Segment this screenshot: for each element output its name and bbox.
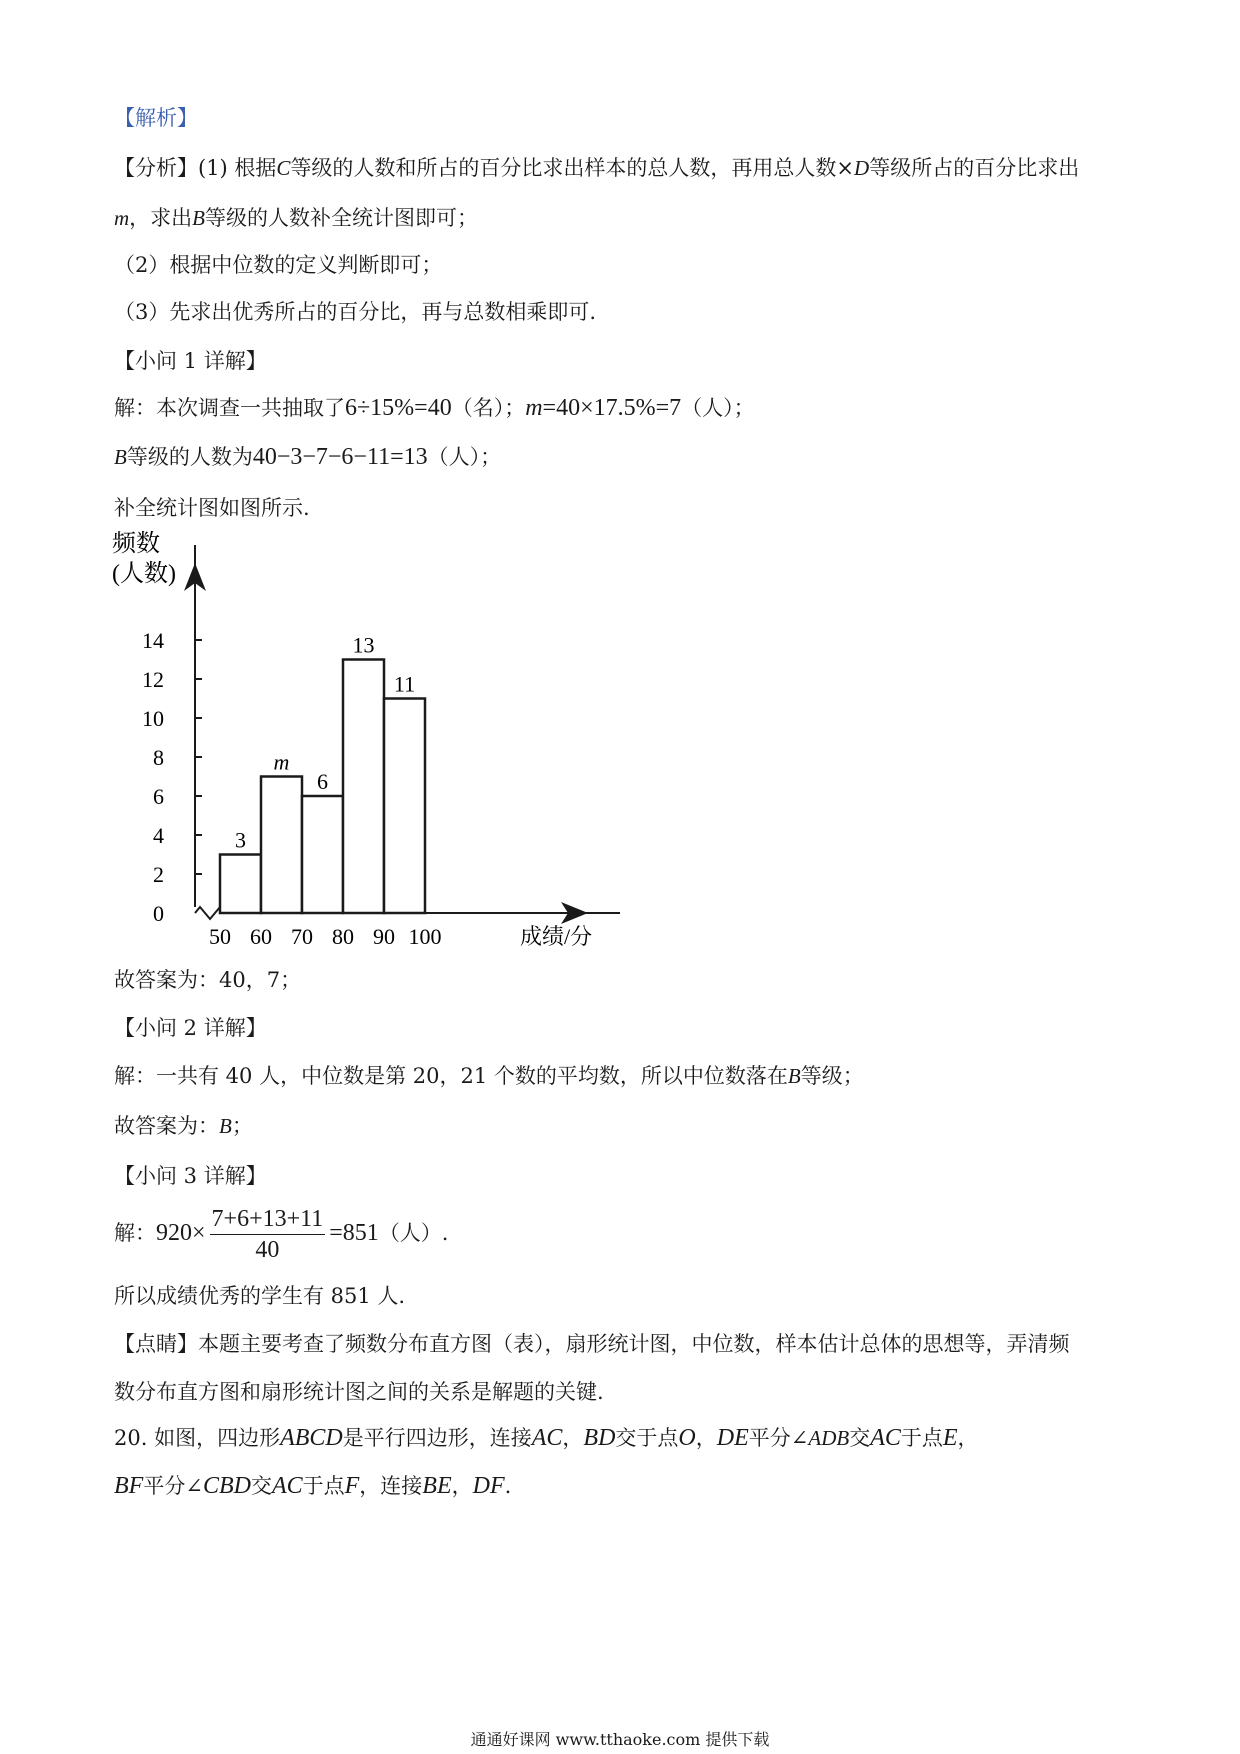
- var: DF: [472, 1473, 505, 1499]
- text: ；: [231, 1114, 253, 1138]
- bar-data-label: 3: [235, 827, 246, 853]
- bar-data-label: 11: [393, 671, 416, 697]
- y-ticks: [142, 628, 202, 926]
- x-tick-label: 90: [373, 924, 395, 949]
- histogram-bar: [220, 855, 261, 914]
- text: 等级的人数为: [126, 445, 253, 469]
- text: 于点: [302, 1474, 345, 1498]
- text: 交: [250, 1474, 272, 1498]
- var: AC: [531, 1425, 563, 1451]
- var: B: [787, 1064, 801, 1088]
- histogram-bar: [261, 777, 302, 914]
- text: （名）；: [451, 396, 526, 420]
- y-axis: [184, 545, 206, 907]
- x-tick-label: 100: [408, 924, 442, 949]
- fenxi-tag: 【分析】: [114, 156, 198, 180]
- q3-heading: 【小问 3 详解】: [114, 1164, 267, 1188]
- y-tick-label: 12: [142, 667, 164, 692]
- text: 等级的人数和所占的百分比求出样本的总人数，再用总人数×: [290, 156, 855, 180]
- var: O: [678, 1425, 696, 1451]
- dianjing-line-1: [114, 1330, 1070, 1358]
- var: m: [525, 395, 543, 421]
- bar-data-label: 6: [317, 769, 328, 794]
- q20-line-1: [114, 1424, 979, 1452]
- text: 等级；: [800, 1064, 864, 1088]
- text: 交: [849, 1426, 871, 1450]
- var: B: [192, 206, 205, 230]
- fenxi-line-2: [114, 204, 478, 232]
- fenxi-line-1: [114, 154, 1079, 182]
- text: ，: [695, 1426, 717, 1450]
- var: CBD: [202, 1473, 251, 1499]
- expr: 40−3−7−6−11=13: [252, 444, 428, 470]
- q3-line-2: 所以成绩优秀的学生有 851 人.: [114, 1284, 406, 1308]
- q1-line-3: 补全统计图如图所示.: [114, 496, 310, 520]
- text: ，: [957, 1426, 979, 1450]
- y-tick-label: 6: [153, 784, 164, 809]
- q1-line-1: [114, 394, 755, 422]
- y-tick-label: 14: [142, 628, 164, 653]
- text: （人）；: [681, 396, 755, 420]
- q20-line-2: [114, 1472, 511, 1500]
- var: AC: [870, 1425, 901, 1451]
- text: 解：一共有 40 人，中位数是第 20，21 个数的平均数，所以中位数落在: [114, 1064, 788, 1088]
- bars: [220, 633, 425, 914]
- q2-heading: 【小问 2 详解】: [114, 1016, 267, 1040]
- analysis-tag: 【解析】: [114, 106, 198, 130]
- q3-line-1: [114, 1198, 449, 1268]
- text: 平分∠: [143, 1474, 203, 1498]
- text: 等级的人数补全统计图即可；: [205, 206, 478, 230]
- text: ，连接: [359, 1474, 423, 1498]
- var: D: [854, 156, 870, 180]
- text: ，求出: [129, 206, 193, 230]
- expr: =851: [329, 1220, 379, 1246]
- var: F: [344, 1473, 360, 1499]
- var: E: [942, 1425, 958, 1451]
- expr: 920×: [156, 1220, 206, 1246]
- var: BD: [583, 1425, 616, 1451]
- fraction-denominator: 40: [255, 1237, 280, 1263]
- dianjing-line-2: 数分布直方图和扇形统计图之间的关系是解题的关键.: [114, 1380, 604, 1404]
- x-tick-label: 70: [291, 924, 313, 949]
- x-ticks: [209, 924, 442, 949]
- text: （人）；: [427, 445, 502, 469]
- var: BE: [422, 1473, 452, 1499]
- histogram-bar: [384, 699, 425, 914]
- bar-data-label: m: [273, 749, 290, 775]
- text: 交于点: [615, 1426, 679, 1450]
- var: ADB: [808, 1426, 850, 1450]
- fenxi-line-4: （3）先求出优秀所占的百分比，再与总数相乘即可.: [114, 300, 597, 324]
- q2-answer: [114, 1112, 253, 1140]
- x-tick-label: 60: [250, 924, 272, 949]
- fenxi-line-3: （2）根据中位数的定义判断即可；: [114, 253, 443, 277]
- y-axis-label-1: 频数: [112, 531, 160, 557]
- text: 本题主要考查了频数分布直方图（表），扇形统计图，中位数，样本估计总体的思想等，弄清频: [198, 1332, 1070, 1356]
- page-footer: 通通好课网 www.tthaoke.com 提供下载: [470, 1730, 770, 1749]
- var: C: [276, 156, 291, 180]
- text: ，: [451, 1474, 473, 1498]
- expr: 6÷15%=40: [345, 395, 452, 421]
- text: .: [504, 1474, 512, 1498]
- y-tick-label: 8: [153, 745, 164, 770]
- dianjing-tag: 【点睛】: [114, 1332, 198, 1356]
- var: B: [219, 1114, 232, 1138]
- histogram-bar: [343, 660, 384, 914]
- histogram-bar: [302, 796, 343, 913]
- var: ABCD: [280, 1425, 343, 1451]
- text: 是平行四边形，连接: [342, 1426, 532, 1450]
- x-tick-label: 50: [209, 924, 231, 949]
- text: （人）.: [378, 1221, 449, 1245]
- text: 20. 如图，四边形: [114, 1426, 281, 1450]
- text: (1) 根据: [198, 156, 277, 180]
- x-axis-label: 成绩/分: [520, 924, 593, 949]
- q1-heading: 【小问 1 详解】: [114, 349, 267, 373]
- x-tick-label: 80: [332, 924, 354, 949]
- expr: =40×17.5%=7: [542, 395, 682, 421]
- histogram-chart: [100, 525, 620, 965]
- text: 等级所占的百分比求出: [869, 156, 1080, 180]
- text: 解：本次调查一共抽取了: [114, 396, 345, 420]
- fraction: [210, 1204, 326, 1265]
- bar-data-label: 13: [352, 632, 375, 658]
- y-tick-label: 2: [153, 862, 164, 887]
- y-tick-label: 0: [153, 901, 164, 926]
- q1-line-2: [114, 443, 501, 471]
- text: ，: [562, 1426, 584, 1450]
- text: 故答案为：: [114, 1114, 219, 1138]
- var: m: [114, 206, 130, 230]
- q2-line-1: [114, 1062, 864, 1090]
- var: AC: [271, 1473, 303, 1499]
- var: DE: [716, 1425, 749, 1451]
- var: BF: [114, 1473, 144, 1499]
- text: 平分∠: [748, 1426, 809, 1450]
- y-tick-label: 4: [153, 823, 164, 848]
- y-axis-label-2: (人数): [112, 561, 176, 587]
- fraction-numerator: 7+6+13+11: [210, 1204, 326, 1235]
- y-tick-label: 10: [142, 706, 164, 731]
- text: 解：: [114, 1221, 156, 1245]
- var: B: [114, 445, 127, 469]
- q1-answer: 故答案为：40，7；: [114, 968, 302, 992]
- text: 于点: [900, 1426, 943, 1450]
